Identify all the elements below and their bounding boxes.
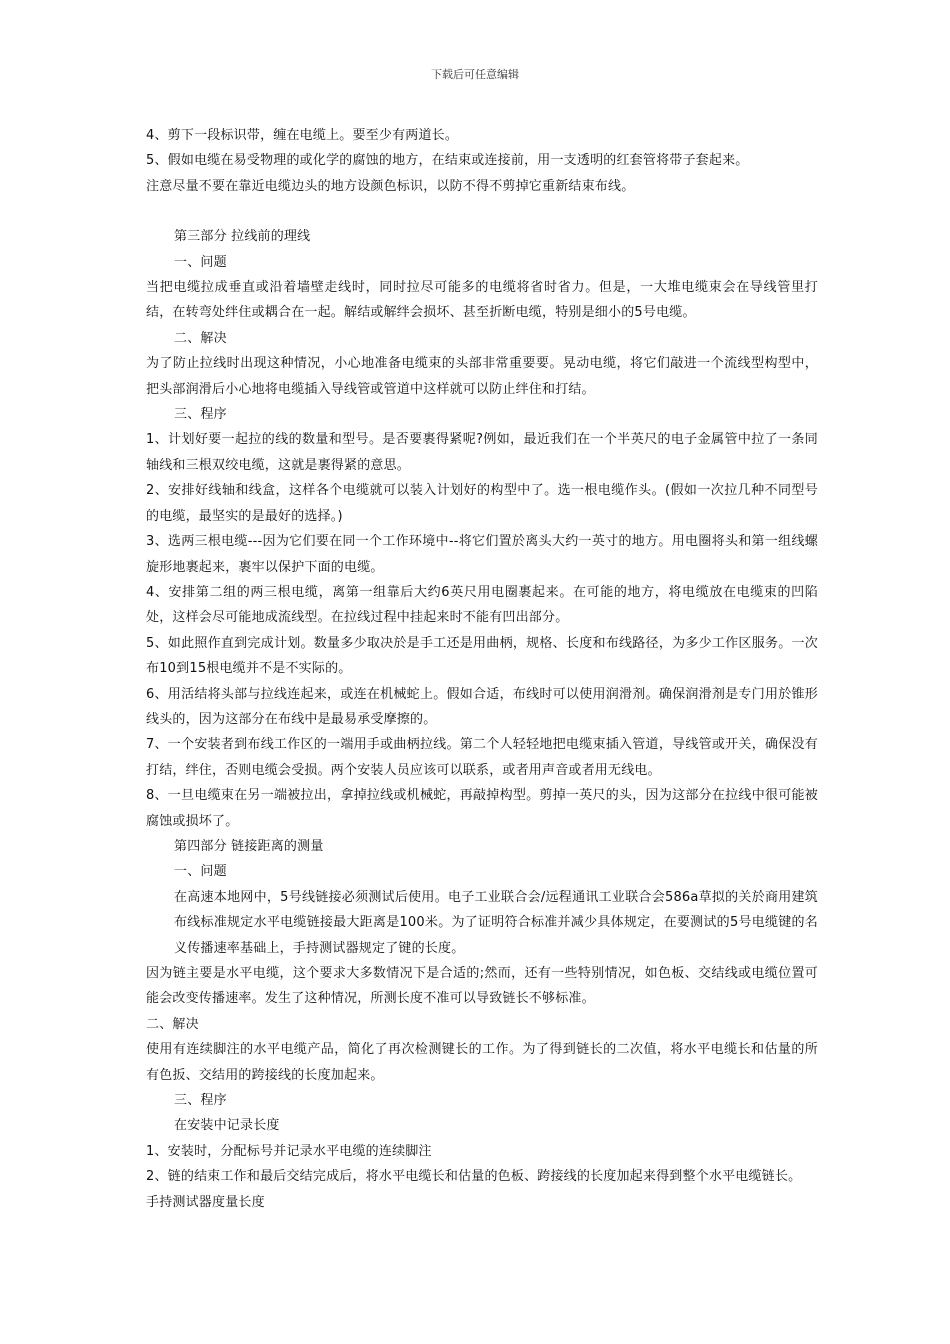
paragraph: 3、选两三根电缆---因为它们要在同一个工作环境中--将它们置於离头大约一英寸的地方。用电圈将头和第一组线螺旋形地裹起来，裹牢以保护下面的电缆。 — [146, 534, 818, 575]
paragraph: 第三部分 拉线前的理线 — [174, 229, 311, 245]
page-header: 下载后可任意编辑 — [431, 68, 519, 81]
paragraph: 在安装中记录长度 — [174, 1118, 280, 1134]
document-body — [146, 123, 818, 1215]
paragraph: 三、程序 — [174, 407, 227, 423]
paragraph: 当把电缆拉成垂直或沿着墙壁走线时，同时拉尽可能多的电缆将省时省力。但是，一大堆电缆束会在导线管里打结，在转弯处绊住或耦合在一起。解结或解绊会损坏、甚至折断电缆，特别是细小的5号电缆。 — [146, 280, 818, 321]
paragraph: 8、一旦电缆束在另一端被拉出，拿掉拉线或机械蛇，再敲掉构型。剪掉一英尺的头，因为这部分在拉线中很可能被腐蚀或损坏了。 — [146, 788, 818, 829]
paragraph: 三、程序 — [174, 1093, 227, 1109]
paragraph: 7、一个安装者到布线工作区的一端用手或曲柄拉线。第二个人轻轻地把电缆束插入管道，导线管或开关，确保没有打结，绊住，否则电缆会受损。两个安装人员应该可以联系，或者用声音或者用无线电。 — [146, 737, 818, 778]
paragraph: 二、解决 — [146, 1016, 199, 1032]
paragraph: 1、安装时，分配标号并记录水平电缆的连续脚注 — [146, 1143, 432, 1159]
paragraph: 二、解决 — [174, 330, 227, 346]
paragraph: 在高速本地网中，5号线链接必须测试后使用。电子工业联合会/远程通讯工业联合会586a草拟的关於商用建筑布线标准规定水平电缆链接最大距离是100米。为了证明符合标准并减少具体规定，在要测试的5号电缆键的名义传播速率基础上，手持测试器规定了键的长度。 — [174, 889, 818, 956]
paragraph: 第四部分 链接距离的测量 — [174, 838, 324, 854]
paragraph: 6、用活结将头部与拉线连起来，或连在机械蛇上。假如合适，布线时可以使用润滑剂。确保润滑剂是专门用於锥形线头的，因为这部分在布线中是最易承受摩擦的。 — [146, 686, 818, 727]
paragraph: 2、链的结束工作和最后交结完成后，将水平电缆长和估量的色板、跨接线的长度加起来得到整个水平电缆链长。 — [146, 1169, 802, 1185]
paragraph: 一、问题 — [174, 254, 227, 270]
paragraph: 4、安排第二组的两三根电缆，离第一组靠后大约6英尺用电圈裹起来。在可能的地方，将电缆放在电缆束的凹陷处，这样会尽可能地成流线型。在拉线过程中挂起来时不能有凹出部分。 — [146, 584, 818, 626]
paragraph: 注意尽量不要在靠近电缆边头的地方设颜色标识，以防不得不剪掉它重新结束布线。 — [146, 178, 635, 194]
paragraph: 因为链主要是水平电缆，这个要求大多数情况下是合适的;然而，还有一些特别情况，如色板、交结线或电缆位置可能会改变传播速率。发生了这种情况，所测长度不准可以导致链长不够标准。 — [146, 966, 818, 1007]
paragraph: 使用有连续脚注的水平电缆产品，简化了再次检测键长的工作。为了得到链长的二次值，将水平电缆长和估量的所有色扳、交结用的跨接线的长度加起来。 — [146, 1042, 818, 1083]
paragraph: 5、如此照作直到完成计划。数量多少取决於是手工还是用曲柄，规格、长度和布线路径，为多少工作区服务。一次布10到15根电缆并不是不实际的。 — [146, 635, 818, 677]
paragraph: 2、安排好线轴和线盒，这样各个电缆就可以装入计划好的构型中了。选一根电缆作头。(假如一次拉几种不同型号的电缆，最坚实的是最好的选择。) — [146, 483, 818, 524]
paragraph: 1、计划好要一起拉的线的数量和型号。是否要裹得紧呢?例如，最近我们在一个半英尺的电子金属管中拉了一条同轴线和三根双绞电缆，这就是裹得紧的意思。 — [146, 432, 818, 473]
paragraph: 5、假如电缆在易受物理的或化学的腐蚀的地方，在结束或连接前，用一支透明的红套管将带子套起来。 — [146, 153, 749, 169]
paragraph: 一、问题 — [174, 864, 227, 880]
paragraph: 4、剪下一段标识带，缠在电缆上。要至少有两道长。 — [146, 128, 459, 143]
paragraph: 为了防止拉线时出现这种情况，小心地准备电缆束的头部非常重要要。晃动电缆，将它们敲进一个流线型构型中，把头部润滑后小心地将电缆插入导线管或管道中这样就可以防止绊住和打结。 — [146, 356, 818, 397]
paragraph: 手持测试器度量长度 — [146, 1194, 265, 1210]
